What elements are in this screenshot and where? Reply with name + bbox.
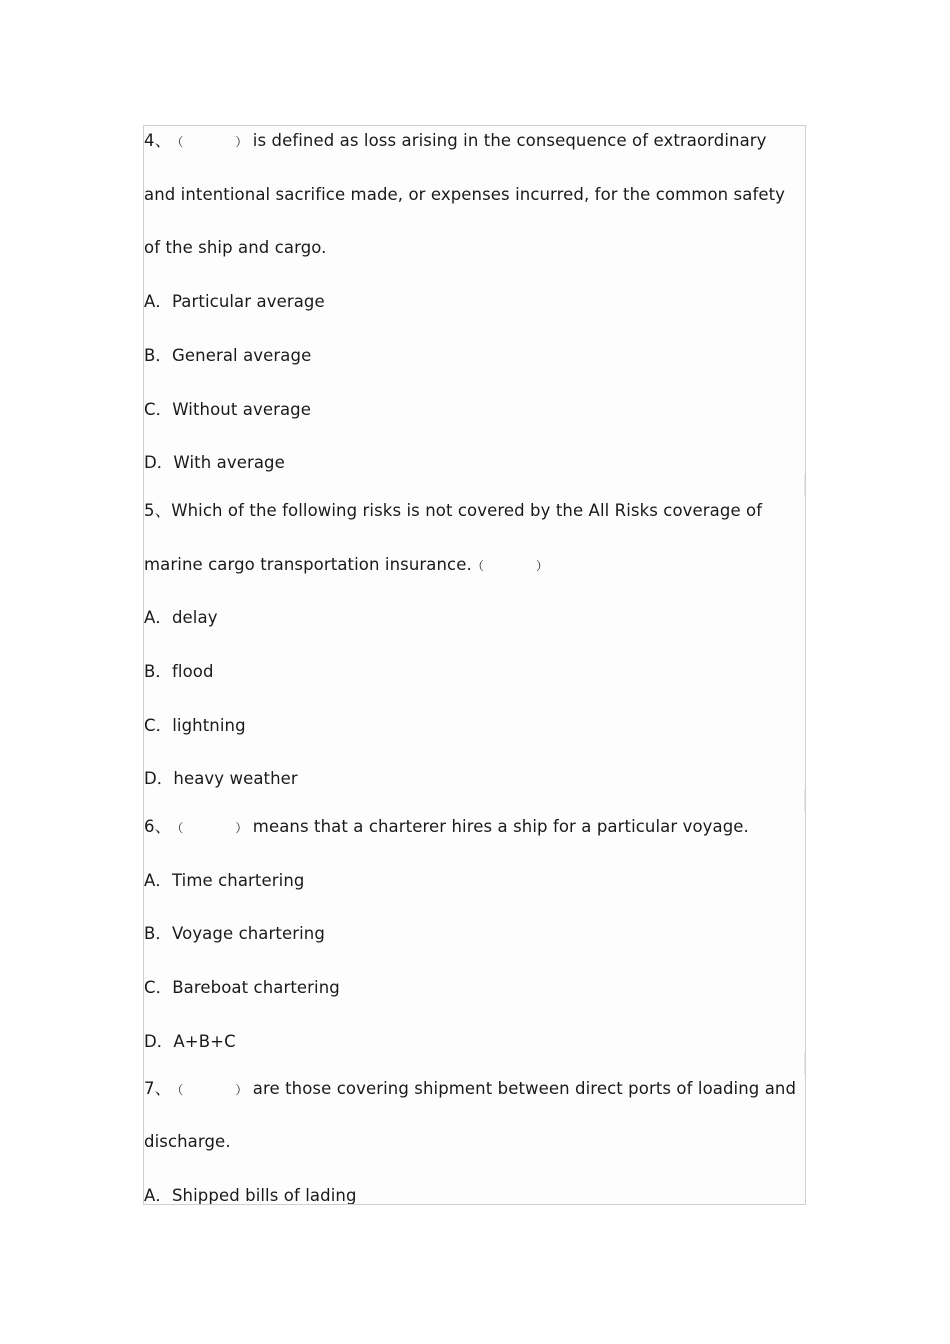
question-4-option-a: A．Particular average [144, 292, 325, 311]
question-5-stem-2: marine cargo transportation insurance. [144, 555, 472, 574]
page-edge-mark [804, 790, 806, 812]
question-5-option-c: C．lightning [144, 716, 246, 735]
document-page [143, 125, 806, 1205]
question-4-line-3: of the ship and cargo. [144, 238, 327, 257]
question-7-option-a: A．Shipped bills of lading [144, 1186, 357, 1205]
question-4-option-d: D．With average [144, 453, 285, 472]
question-6-option-a: A．Time chartering [144, 871, 305, 890]
question-6-number: 6、 [144, 817, 172, 836]
question-4-blank-close: ） [235, 135, 248, 149]
page-edge-mark [804, 474, 806, 496]
question-4-option-c: C．Without average [144, 400, 311, 419]
question-5-number: 5、 [144, 501, 172, 520]
question-6-stem: means that a charterer hires a ship for a particular voyage. [252, 817, 749, 836]
question-5-blank-close: ） [535, 559, 549, 573]
question-6-blank-open: （ [171, 821, 184, 835]
page-edge-mark [804, 1052, 806, 1074]
question-6-blank-close: ） [235, 821, 248, 835]
question-7-line-1 [144, 1078, 796, 1101]
question-6-line-1 [144, 816, 749, 839]
question-4-line-1 [144, 130, 767, 153]
question-7-stem: are those covering shipment between direct ports of loading and [252, 1079, 797, 1098]
question-6-option-d: D．A+B+C [144, 1032, 236, 1051]
question-5-line-2 [144, 554, 548, 577]
question-5-line-1 [144, 500, 762, 522]
question-7-number: 7、 [144, 1079, 172, 1098]
question-5-stem: Which of the following risks is not covered by the All Risks coverage of [171, 501, 763, 520]
question-4-option-b: B．General average [144, 346, 312, 365]
question-4-line-2: and intentional sacrifice made, or expenses incurred, for the common safety [144, 185, 786, 204]
question-7-blank-open: （ [171, 1083, 184, 1097]
question-5-blank-open: （ [471, 559, 484, 573]
question-6-option-b: B．Voyage chartering [144, 924, 325, 943]
question-7-line-2: discharge. [144, 1132, 231, 1151]
question-7-blank-close: ） [235, 1083, 248, 1097]
question-5-option-a: A．delay [144, 608, 218, 627]
question-5-option-b: B．flood [144, 662, 214, 681]
question-4-number: 4、 [144, 131, 172, 150]
question-6-option-c: C．Bareboat chartering [144, 978, 340, 997]
question-5-option-d: D．heavy weather [144, 769, 298, 788]
question-4-stem: is defined as loss arising in the consequence of extraordinary [252, 131, 767, 150]
question-4-blank-open: （ [171, 135, 184, 149]
